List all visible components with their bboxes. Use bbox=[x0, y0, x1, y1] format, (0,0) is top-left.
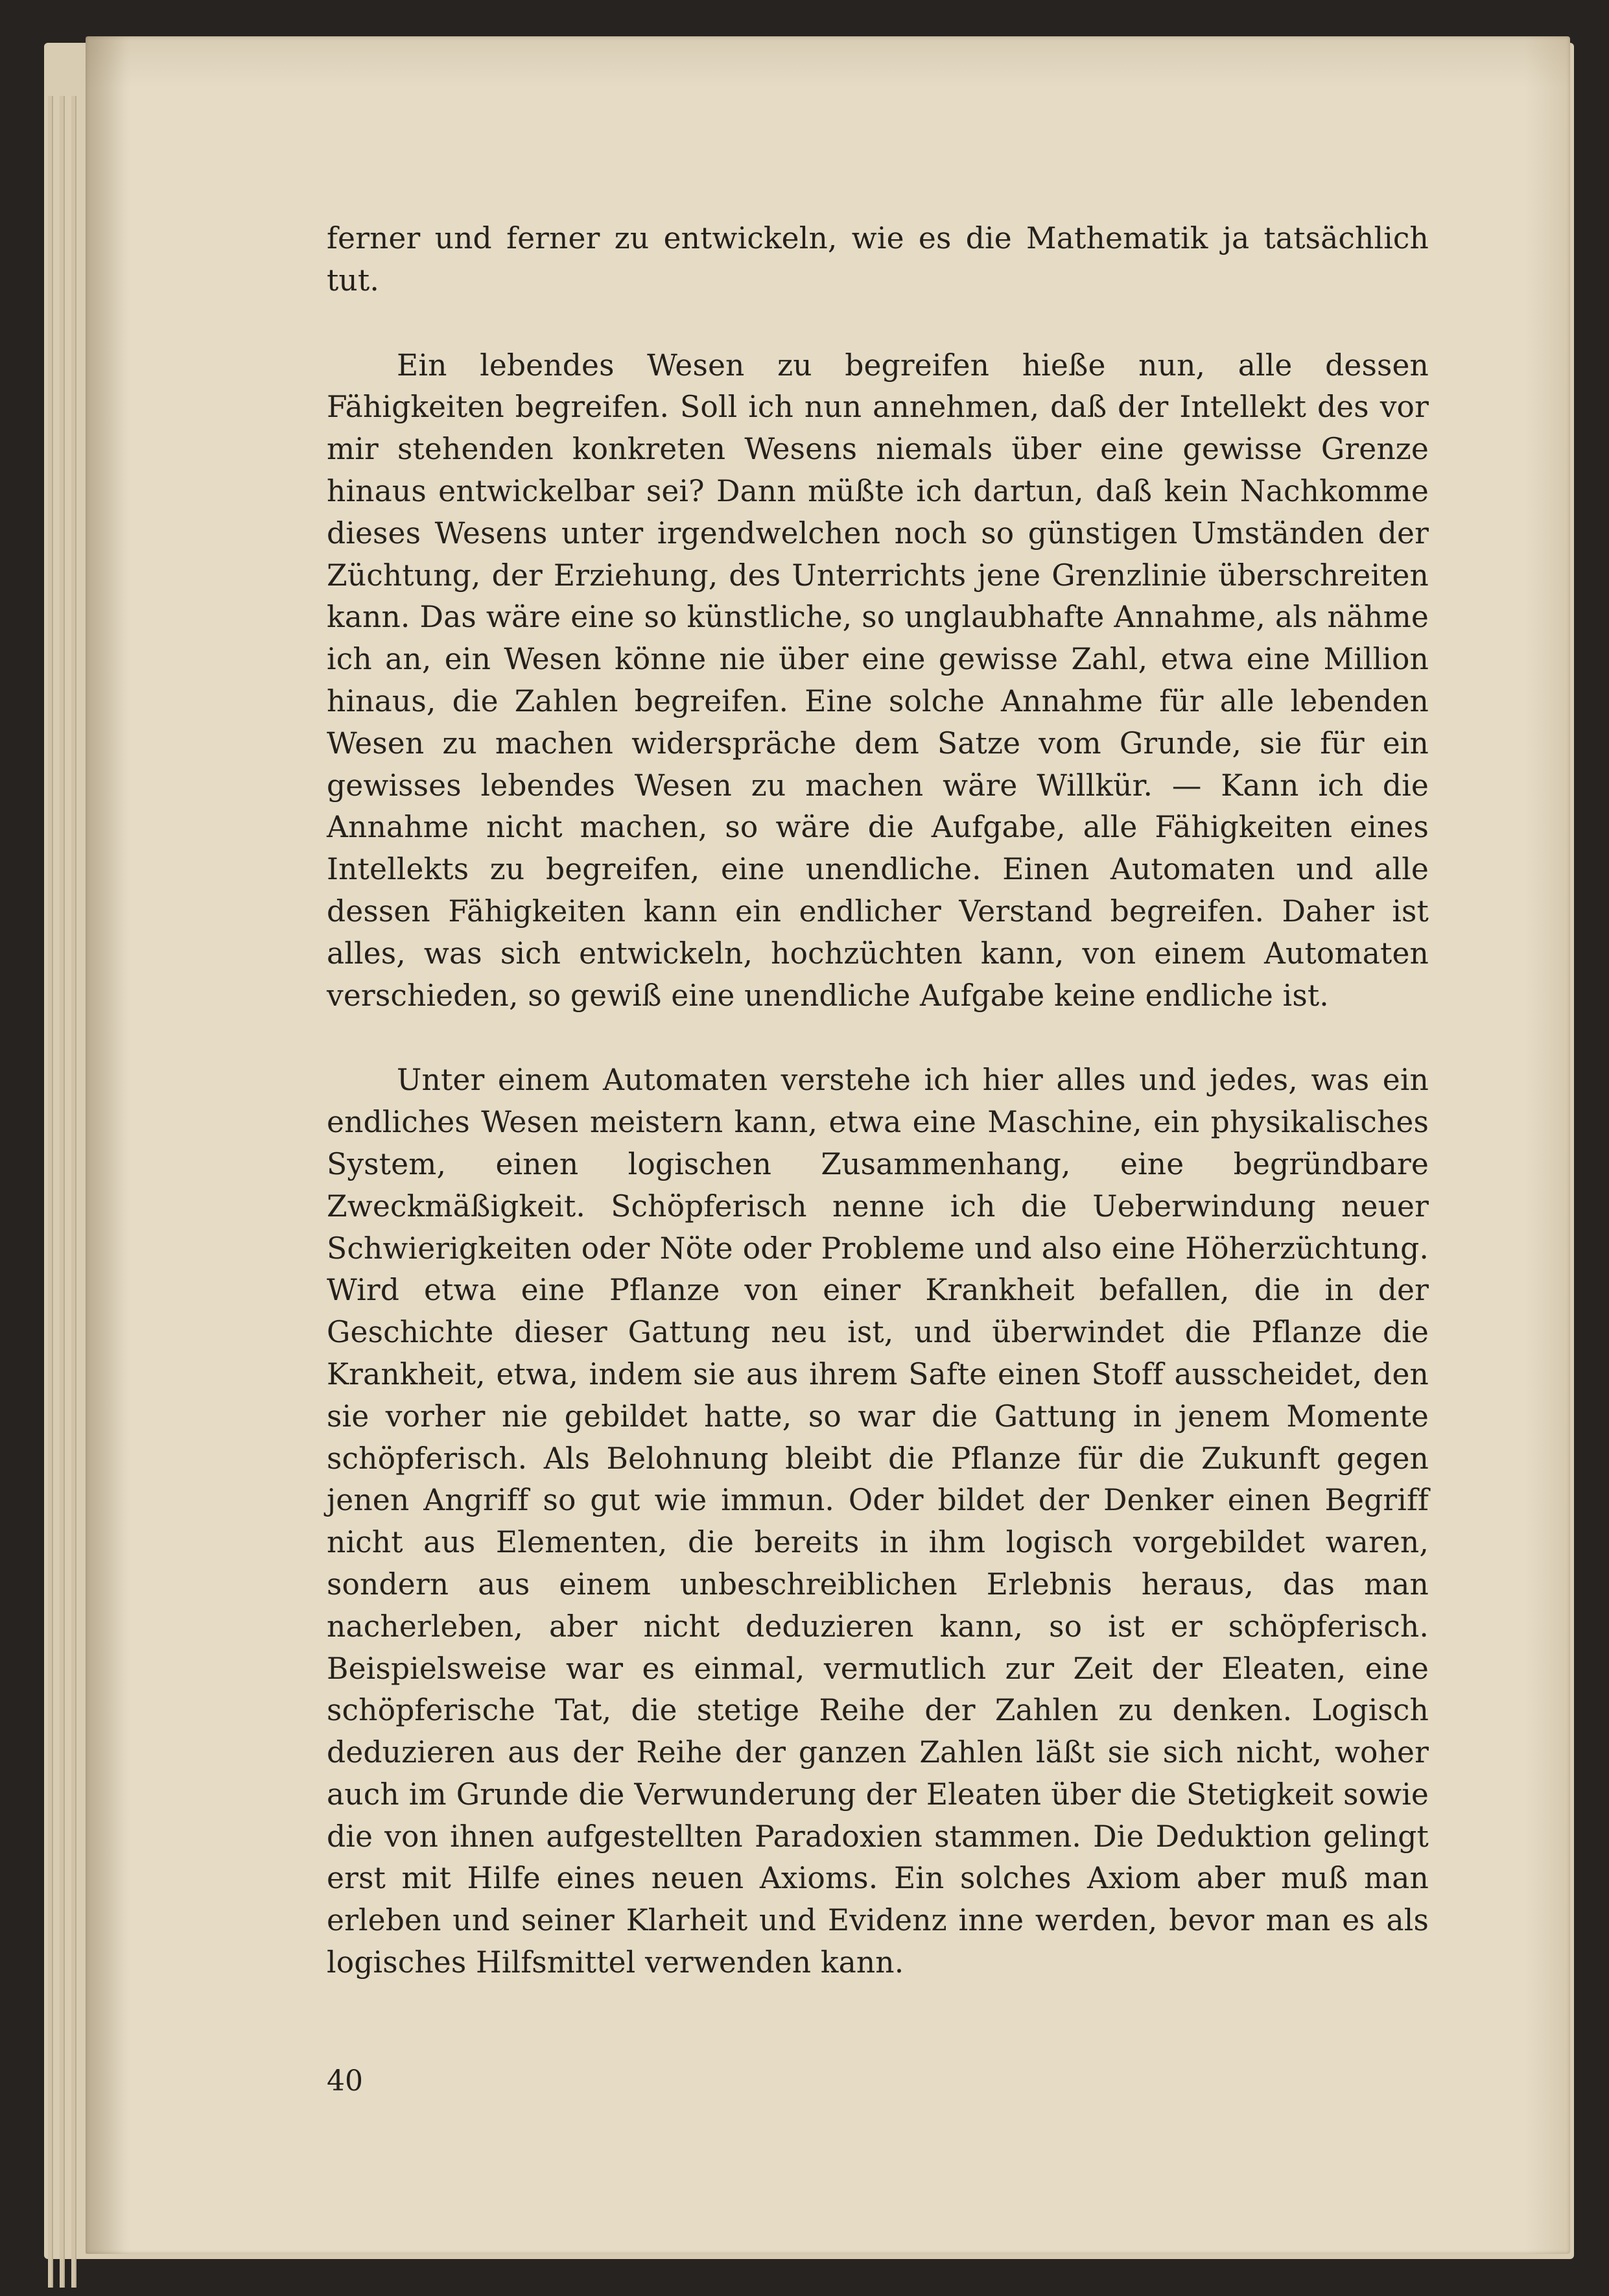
paragraph-continuation: ferner und ferner zu entwickeln, wie es die Mathematik ja tatsächlich tut. bbox=[327, 221, 1429, 298]
page-edge bbox=[48, 96, 53, 2288]
paragraph-lebendes-wesen: Ein lebendes Wesen zu begreifen hieße nun, alle dessen Fähigkeiten begreifen. Soll ich nun annehmen, daß der Intellekt des vor mir stehenden konkreten Wesens niemals über eine gewisse Grenze hinaus entwickelbar sei? Dann müßte ich dartun, daß kein Nachkomme dieses Wesens unter irgendwelchen noch so günstigen Umständen der Züchtung, der Erziehung, des Unterrichts jene Grenzlinie überschreiten kann. Das wäre eine so künstliche, so unglaubhafte Annahme, als nähme ich an, ein Wesen könne nie über eine gewisse Zahl, etwa eine Million hinaus, die Zahlen begreifen. Eine solche Annahme für alle lebenden Wesen zu machen widerspräche dem Satze vom Grunde, sie für ein gewisses lebendes Wesen zu machen wäre Willkür. — Kann ich die Annahme nicht machen, so wäre die Aufgabe, alle Fähigkeiten eines Intellekts zu begreifen, eine unendliche. Einen Automaten und alle dessen Fähigkeiten kann ein endlicher Verstand begreifen. Daher ist alles, was sich entwickeln, hochzüchten kann, von einem Automaten verschieden, so gewiß eine unendliche Aufgabe keine endliche ist. bbox=[327, 348, 1429, 1013]
spine-shadow bbox=[86, 36, 131, 2254]
body-text bbox=[327, 218, 1429, 1984]
page-edge bbox=[71, 96, 76, 2288]
page-edge bbox=[60, 96, 65, 2288]
page-number: 40 bbox=[327, 2065, 363, 2098]
paragraph-automaten: Unter einem Automaten verstehe ich hier alles und jedes, was ein endliches Wesen meistern kann, etwa eine Maschine, ein physikalisches System, einen logischen Zusammenhang, eine begründbare Zweckmäßigkeit. Schöpferisch nenne ich die Ueberwindung neuer Schwierigkeiten oder Nöte oder Probleme und also eine Höherzüchtung. Wird etwa eine Pflanze von einer Krankheit befallen, die in der Geschichte dieser Gattung neu ist, und überwindet die Pflanze die Krankheit, etwa, indem sie aus ihrem Safte einen Stoff ausscheidet, den sie vorher nie gebildet hatte, so war die Gattung in jenem Momente schöpferisch. Als Belohnung bleibt die Pflanze für die Zukunft gegen jenen Angriff so gut wie immun. Oder bildet der Denker einen Begriff nicht aus Elementen, die bereits in ihm logisch vorgebildet waren, sondern aus einem unbeschreiblichen Erlebnis heraus, das man nacherleben, aber nicht deduzieren kann, so ist er schöpferisch. Beispielsweise war es einmal, vermutlich zur Zeit der Eleaten, eine schöpferische Tat, die stetige Reihe der Zahlen zu denken. Logisch deduzieren aus der Reihe der ganzen Zahlen läßt sie sich nicht, woher auch im Grunde die Verwunderung der Eleaten über die Stetigkeit sowie die von ihnen aufgestellten Paradoxien stammen. Die Deduktion gelingt erst mit Hilfe eines neuen Axioms. Ein solches Axiom aber muß man erleben und seiner Klarheit und Evidenz inne werden, bevor man es als logisches Hilfsmittel verwenden kann. bbox=[327, 1063, 1429, 1980]
